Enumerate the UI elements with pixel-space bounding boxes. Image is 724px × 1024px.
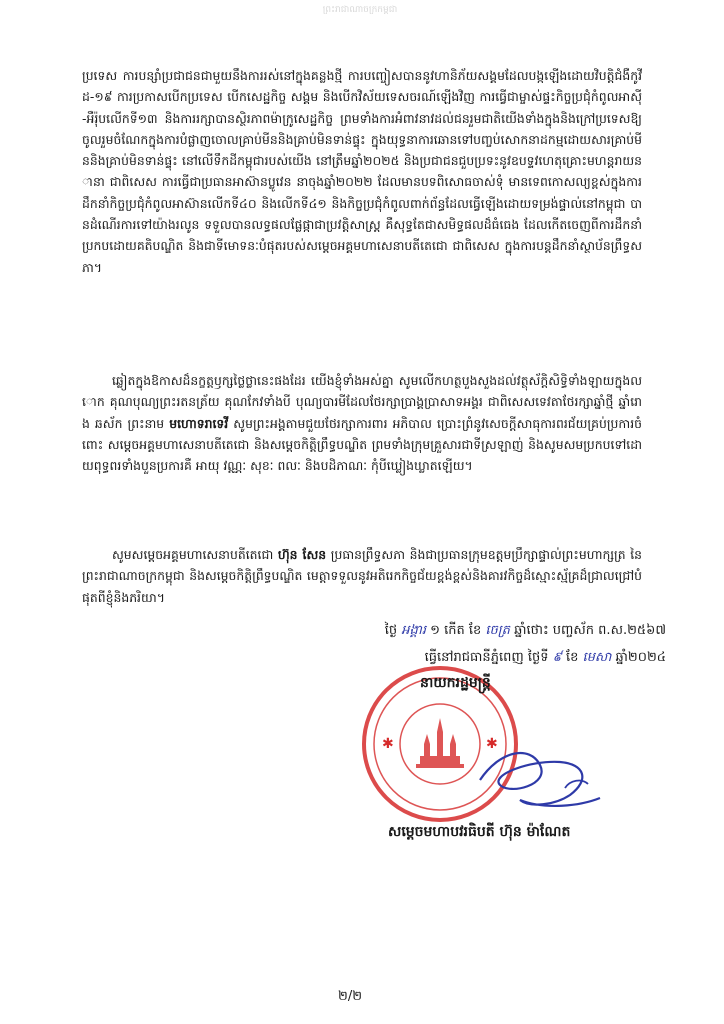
page-number: ២/២ (338, 989, 363, 1004)
paragraph-closing (82, 544, 642, 608)
paragraph-text: ឆ្លៀតក្នុងឱកាសដ៏នក្ខត្តឫក្សថ្លៃថ្លានេះផងដែរ យើងខ្ញុំទាំងអស់គ្នា សូមលើកហត្ថបួងសួងដល់វត្ថុស័ក្តិសិទ្ធិទាំងឡាយក្នុងលោក គុណបុណ្យព្រះរតនត្រ័យ គុណកែវទាំងបី បុណ្យបារមីដែលថែរក្សាប្រាង្គប្រាសាទអង្គរ ជាពិសេសទេវតាថែរក្សាឆ្នាំថ្មី ឆ្នាំរោង ឆស័ក ព្រះនាម (82, 373, 642, 431)
handwritten-day: ៩ (552, 650, 562, 665)
lunar-date (385, 622, 666, 641)
paragraph-new-year-wishes (82, 370, 642, 476)
recipient-name: ហ៊ុន សែន (277, 547, 327, 562)
date-label: ខែ (565, 650, 579, 665)
solar-year: ឆ្នាំ២០២៤ (615, 650, 666, 665)
handwritten-signature (470, 740, 610, 820)
deity-name: មហោទរាទេវី (169, 415, 229, 431)
angkor-wat-emblem (416, 718, 464, 768)
svg-text:✱: ✱ (382, 736, 394, 752)
header-faint-text: ព្រះរាជាណាចក្រកម្ពុជា (322, 5, 398, 14)
date-place: ធ្វើនៅរាជធានីភ្នំពេញ ថ្ងៃទី (424, 650, 549, 665)
paragraph-text: សូមព្រះអង្គតាមជួយថែរក្សាការពារ អភិបាល ប្រោះព្រំនូវសេចក្តីសាធុការពរជ័យគ្រប់ប្រការចំពោះ សម្ដេចអគ្គមហាសេនាបតីតេជោ និងសម្ដេចកិត្តិព្រឹទ្ធបណ្ឌិត ព្រមទាំងក្រុមគ្រួសារជាទីស្រឡាញ់ និងសូមសមប្រកបទៅដោយពុទ្ធពរទាំងបួនប្រការគឺ អាយុ វណ្ណៈ សុខៈ ពលៈ និងបដិភាណៈ កុំបីឃ្លៀងឃ្លាតឡើយ។ (82, 415, 642, 474)
signatory-title: នាយករដ្ឋមន្ត្រី (420, 675, 491, 691)
handwritten-lunar-month: ចេត្រ (485, 623, 510, 638)
paragraph-text: ប្រធានព្រឹទ្ធសភា និងជាប្រធានក្រុមឧត្តមប្រឹក្សាផ្ទាល់ព្រះមហាក្សត្រ នៃព្រះរាជាណាចក្រកម្ពុជា និងសម្ដេចកិត្តិព្រឹទ្ធបណ្ឌិត មេត្តាទទួលនូវអតិរេកកិច្ចជ័យខ្ពង់ខ្ពស់និងគារវកិច្ចដ៏ស្មោះស្ម័គ្រដ៏ជ្រាលជ្រៅបំផុតពីខ្ញុំនិងភរិយា។ (82, 547, 642, 605)
signatory-name: សម្ដេចមហាបវរធិបតី ហ៊ុន ម៉ាណែត (388, 824, 571, 840)
date-label: ១ កើត ខែ (430, 623, 482, 638)
handwritten-weekday: អង្គារ (401, 623, 426, 638)
date-label: ថ្ងៃ (384, 623, 398, 638)
svg-text:✱: ✱ (486, 736, 498, 752)
paragraph-achievements: ប្រទេស ការបន្សាំប្រជាជនជាមួយនឹងការរស់នៅក្នុងគន្លងថ្មី ការបញ្ចៀសបាននូវហានិភ័យសង្គមដែលបង្កឡើងដោយវិបត្តិជំងឺកូវីដ-១៩ ការប្រកាសបើកប្រទេស បើកសេដ្ឋកិច្ច សង្គម និងបើកវិស័យទេសចរណ៍ឡើងវិញ ការធ្វើជាម្ចាស់ផ្ទះកិច្ចប្រជុំកំពូលអាស៊ី-អឺរ៉ុបលើកទី១៣ និងការរក្សាបានស្ថិរភាពម៉ាក្រូសេដ្ឋកិច្ច ព្រមទាំងការអំពាវនាវដល់ជនរួមជាតិយើងទាំងក្នុងនិងក្រៅប្រទេសឱ្យ ចូលរួមចំណែកក្នុងការបំផ្លាញចោលគ្រាប់មីននិងគ្រាប់មិនទាន់ផ្ទុះ ក្នុងយុទ្ធនាការឆោនទៅបញ្ចប់សោកនាដកម្មដោយសារគ្រាប់មីននិងគ្រាប់មិនទាន់ផ្ទុះ នៅលើទឹកដីកម្ពុជារបស់យើង នៅត្រឹមឆ្នាំ២០២៥ និងប្រជាជនជួបប្រទះនូវឧបទ្ទវហេតុគ្រោះមហន្តរាយនានា ជាពិសេស ការធ្វើជាប្រធានអាស៊ានប្លូវេន នាចុងឆ្នាំ២០២២ ដែលមានបទពិសោធចាស់ទុំ មានទេពកោសល្យខ្ពស់ក្នុងការដឹកនាំកិច្ចប្រជុំកំពូលអាស៊ានលើកទី៤០ និងលើកទី៤១ និងកិច្ចប្រជុំកំពូលពាក់ព័ន្ធដែលធ្វើឡើងដោយទម្រង់ផ្ទាល់នៅកម្ពុជា បានដំណើរការទៅយ៉ាងរលូន ទទួលបានលទ្ធផលផ្លែផ្កាជាប្រវត្តិសាស្ត្រ គឺសុទ្ធតែជាសមិទ្ធផលដ៏ធំធេង ដែលកើតចេញពីការដឹកនាំប្រកបដោយគតិបណ្ឌិត និងជាទីមោទនៈបំផុតរបស់សម្ដេចអគ្គមហាសេនាបតីតេជោ ជាពិសេស ក្នុងការបន្តដឹកនាំស្ថាប័នព្រឹទ្ធសភា។ (82, 68, 642, 275)
handwritten-solar-month: មេសា (582, 650, 612, 665)
lunar-year: ឆ្នាំថោះ បញ្ចស័ក ព.ស.២៥៦៧ (514, 623, 666, 638)
paragraph-text: សូមសម្ដេចអគ្គមហាសេនាបតីតេជោ (112, 547, 278, 562)
